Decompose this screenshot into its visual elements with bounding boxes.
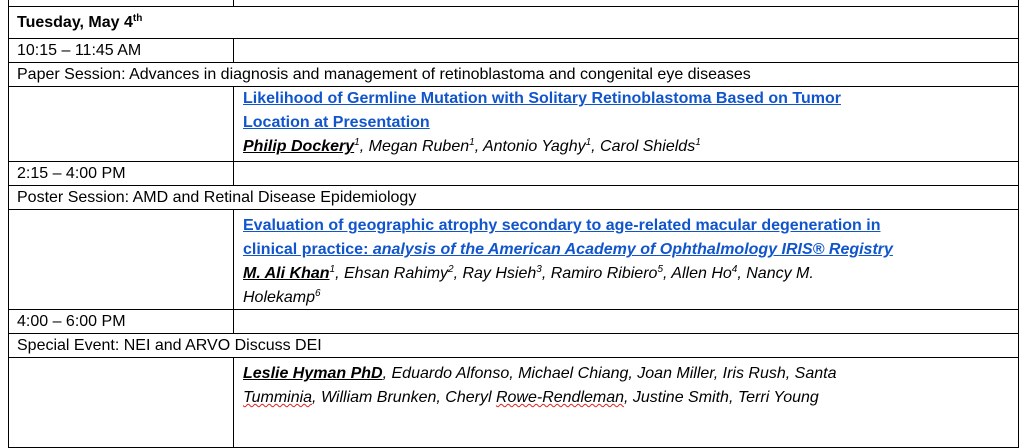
- session-3-participants: [243, 362, 1003, 410]
- session-3-time-cell: [9, 310, 234, 333]
- session-2-paper-row: [8, 210, 1019, 310]
- spellcheck-flag-2[interactable]: Rowe-Rendleman: [495, 389, 625, 406]
- session-3-participants-row: [8, 358, 1019, 448]
- paper-1-title-line-2[interactable]: Location at Presentation: [243, 114, 430, 131]
- session-1-title-row: [8, 63, 1019, 87]
- paper-2-authors-line-2: Holekamp$^6$: [243, 288, 321, 306]
- session-2-time-cell: [9, 162, 234, 185]
- session-3-time: 4:00 – 6:00 PM: [17, 313, 126, 330]
- session-2-time: 2:15 – 4:00 PM: [17, 165, 126, 182]
- paper-2-title-line-1[interactable]: Evaluation of geographic atrophy secondary to age-related macular degeneration in: [243, 217, 881, 234]
- session-1-paper: [243, 87, 1003, 159]
- paper-2-title-line-2[interactable]: clinical practice: analysis of the American Academy of Ophthalmology IRIS® Registry: [243, 241, 893, 258]
- session-1-paper-row: [8, 87, 1019, 162]
- session-3-title: Special Event: NEI and ARVO Discuss DEI: [17, 337, 322, 354]
- paper-1-authors: Philip Dockery$^1$, Megan Ruben$^1$, Antonio Yaghy$^1$, Carol Shields$^1$: [243, 137, 701, 155]
- session-2-time-row: [8, 162, 1019, 186]
- session-1-title: Paper Session: Advances in diagnosis and management of retinoblastoma and congenital eye diseases: [17, 66, 751, 83]
- session-2-paper: [243, 214, 1003, 310]
- paper-1-title-line-1[interactable]: Likelihood of Germline Mutation with Solitary Retinoblastoma Based on Tumor: [243, 90, 841, 107]
- paper-2-presenter: M. Ali Khan: [243, 265, 330, 282]
- session-1-time-row: [8, 39, 1019, 63]
- session-3-title-row: [8, 334, 1019, 358]
- session-3-time-row: [8, 310, 1019, 334]
- paper-2-authors-line-1: M. Ali Khan$^1$, Ehsan Rahimy$^2$, Ray Hsieh$^3$, Ramiro Ribiero$^5$, Allen Ho$^4$, Nancy M.: [243, 264, 814, 282]
- spellcheck-flag-1[interactable]: Tumminia: [243, 389, 313, 406]
- previous-row-time-cell: [9, 0, 234, 6]
- day-heading: Tuesday, May 4th: [17, 13, 143, 31]
- paper-1-presenter: Philip Dockery: [243, 138, 355, 155]
- session-1-time-cell: [9, 39, 234, 62]
- day-header-row: [8, 7, 1019, 39]
- session-2-title: Poster Session: AMD and Retinal Disease Epidemiology: [17, 189, 417, 206]
- previous-row: [8, 0, 1019, 7]
- session-3-participants-line-1: Leslie Hyman PhD, Eduardo Alfonso, Michael Chiang, Joan Miller, Iris Rush, Santa: [243, 365, 837, 382]
- session-1-time: 10:15 – 11:45 AM: [17, 42, 142, 59]
- session-3-participants-line-2: Tumminia, William Brunken, Cheryl Rowe-Rendleman, Justine Smith, Terri Young: [243, 389, 819, 406]
- session-3-presenter: Leslie Hyman PhD: [243, 365, 383, 382]
- session-2-title-row: [8, 186, 1019, 210]
